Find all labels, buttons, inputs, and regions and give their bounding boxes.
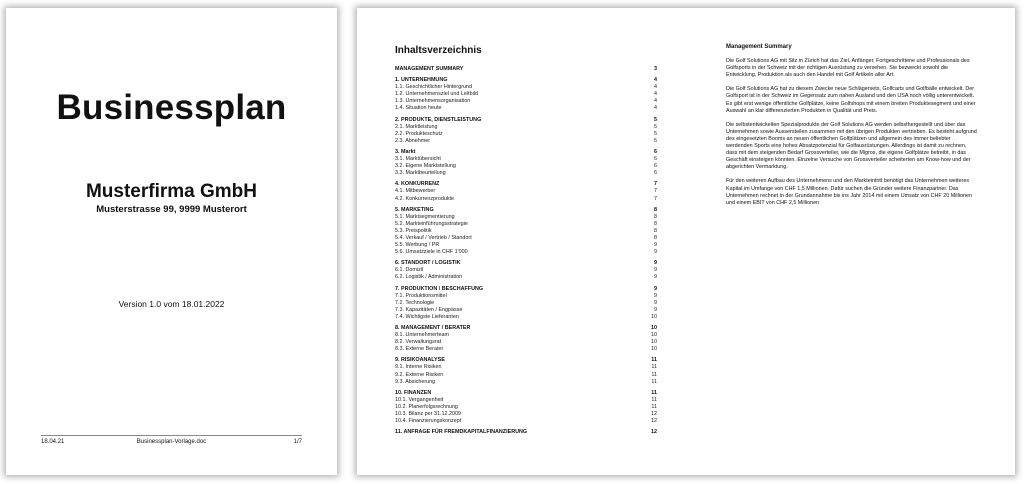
- toc-entry-page: 4: [654, 105, 657, 112]
- toc-entry-page: 8: [654, 234, 657, 241]
- toc-entry-label: 9.2. Externe Risiken: [395, 371, 444, 378]
- toc-entry: [395, 221, 657, 228]
- toc-entry-page: 11: [651, 357, 657, 364]
- toc-entry: [395, 170, 657, 177]
- toc-entry-page: 4: [654, 77, 657, 84]
- toc-entry-label: 10.3. Bilanz per 31.12.2009: [395, 411, 461, 418]
- toc-entry: [395, 196, 657, 203]
- toc-entry-page: 10: [651, 346, 657, 353]
- toc-entry: [395, 117, 657, 124]
- toc-entry: [395, 286, 657, 293]
- toc-entry-page: 9: [654, 306, 657, 313]
- toc-entry-page: 9: [654, 249, 657, 256]
- toc-entry: [395, 346, 657, 353]
- toc-entry: [395, 138, 657, 145]
- toc-entry-page: 12: [651, 411, 657, 418]
- toc-entry-label: 8.3. Externe Berater: [395, 346, 444, 353]
- toc-entry-label: 2.2. Produkteschutz: [395, 130, 443, 137]
- toc-entry-label: 3. Markt: [395, 148, 416, 155]
- toc-entry-label: 3.2. Eigene Marktstellung: [395, 163, 456, 170]
- company-address: Musterstrasse 99, 9999 Musterort: [96, 204, 247, 215]
- toc-entry-label: 7.1. Produktionsmittel: [395, 292, 447, 299]
- toc-entry-label: 6. STANDORT / LOGISTIK: [395, 260, 461, 267]
- toc-entry: [395, 307, 657, 314]
- toc-entry: [395, 390, 657, 397]
- toc-entry-label: 2.1. Marktleistung: [395, 123, 438, 130]
- toc-entry-page: 6: [654, 148, 657, 155]
- toc-entry-label: 5.2. Markteinführungsstrategie: [395, 220, 468, 227]
- toc-entry-page: 6: [654, 163, 657, 170]
- toc-entry-label: 1.3. Unternehmensorganisation: [395, 98, 471, 105]
- toc-entry-label: 1.4. Situation heute: [395, 105, 442, 112]
- toc-entry: [395, 149, 657, 156]
- toc-entry-label: 4.2. Konkurrenzprodukte: [395, 195, 455, 202]
- toc-entry-label: 5. MARKETING: [395, 206, 434, 213]
- toc-entry-page: 9: [654, 242, 657, 249]
- toc-entry-page: 6: [654, 170, 657, 177]
- toc-entry-label: 9.1. Interne Risiken: [395, 364, 442, 371]
- toc-entry-label: 8.2. Verwaltungsrat: [395, 339, 442, 346]
- content-spread: [357, 8, 1015, 475]
- toc-entry-page: 5: [654, 116, 657, 123]
- toc-entry-page: 8: [654, 220, 657, 227]
- toc-entry-page: 4: [654, 98, 657, 105]
- toc-entry: [395, 372, 657, 379]
- toc-entry-label: 4.1. Mitbewerber: [395, 188, 436, 195]
- toc-entry-page: 12: [651, 429, 657, 436]
- toc-entry-label: 3.1. Marktübersicht: [395, 156, 441, 163]
- footer-date: 18.04.21: [41, 439, 65, 445]
- toc-entry: [395, 379, 657, 386]
- toc-entry-label: 7.4. Wichtigste Lieferanten: [395, 313, 459, 320]
- summary-paragraph: Die Golf Solutions AG hat zu diesem Zwecke neue Schlägersets, Golfcarts und Golfbälle entwickelt. Der Golfsport ist in der Schweiz im Gegensatz zum nahen Ausland und den USA noch völlig unterentwickelt. Es gibt erst wenige öffentliche Golfplätze, keine Golfshops mit einem breiten Produktesegment und einer Auswahl an klar differenzierten Produkten in Qualität und Preis.: [726, 86, 976, 114]
- toc-entry: [395, 91, 657, 98]
- toc-entry-page: 10: [651, 325, 657, 331]
- company-name: Musterfirma GmbH: [85, 181, 258, 202]
- toc-entry: [395, 98, 657, 105]
- toc-entry: [395, 207, 657, 214]
- summary-paragraph: Die selbstentwickelten Spezialprodukte der Golf Solutions AG werden selbsthergestellt und über das Unternehmen sowie Aussersteilen zusammen mit den übrigen Produkten vertrieben. Es besteht aufgrund des eingesetzten Booms an neuen öffentlichen Golfplätzen und allgemein des immer beliebter werdenden Sports eine hohes Absatzpotenzial für Golfausrüstungen. Allerdings ist damit zu rechnen, dass mit dem steigenden Bedarf Grossverteiler, wie die Migros, die eigene Golfplätze betreibt, in das Geschäft einsteigen könnten. Einzelne Versuche von Grossverteiler scheiterten am Know-how und der abgerichten Vermarktung.: [726, 121, 977, 171]
- summary-heading: Management Summary: [726, 44, 792, 50]
- toc-entry: [395, 332, 657, 339]
- toc-entry-label: 8.1. Unternehmerteam: [395, 332, 449, 339]
- toc-entry: [395, 156, 657, 163]
- toc-entry-page: 10: [651, 313, 657, 320]
- toc-entry-page: 5: [654, 130, 657, 137]
- toc-entry-label: 10.2. Planerfolgsrechnung: [395, 403, 458, 410]
- footer-filename: Businessplan-Vorlage.doc: [136, 439, 207, 445]
- toc-entry-page: 5: [654, 123, 657, 130]
- toc-entry-page: 4: [654, 84, 657, 91]
- toc-entry-page: 10: [651, 339, 657, 346]
- toc-list: [395, 66, 657, 436]
- toc-entry: [395, 364, 657, 371]
- toc-entry-page: 10: [651, 332, 657, 339]
- toc-entry: [395, 77, 657, 84]
- toc-entry-page: 11: [651, 364, 657, 371]
- toc-entry-page: 11: [651, 371, 657, 378]
- version-line: Version 1.0 vom 18.01.2022: [118, 299, 225, 309]
- toc-entry-page: 4: [654, 91, 657, 98]
- page-footer: [41, 435, 302, 448]
- toc-entry-label: 5.6. Umsatzziele in CHF 1'000: [395, 249, 468, 256]
- toc-entry: [395, 131, 657, 138]
- toc-entry-page: 3: [654, 66, 657, 72]
- toc-entry: [395, 325, 657, 332]
- toc-entry-label: 4. KONKURRENZ: [395, 181, 440, 188]
- toc-entry-page: 12: [651, 418, 657, 425]
- cover-title: Businessplan: [56, 88, 287, 127]
- toc-entry: [395, 404, 657, 411]
- toc-entry: [395, 418, 657, 425]
- toc-entry-page: 9: [654, 267, 657, 274]
- summary-paragraph: Für den weiteren Aufbau des Unternehmens und den Markteintritt benötigt das Unternehmen weiteres Kapital im Umfange von CHF 1,5 Millionen. Dafür suchen die Gründer weitere Finanzpartner. Das Unternehmen rechnet in der Grundannahme bis ins Jahr 2014 mit einem Umsatz von CHF 20 Millionen und einem EBIT von CHF 2,5 Millionen: [726, 178, 972, 206]
- toc-entry-label: 7.3. Kapazitäten / Engpässe: [395, 306, 463, 313]
- toc-entry: [395, 163, 657, 170]
- toc-entry-label: 1.1. Geschichtlicher Hintergrund: [395, 84, 473, 91]
- toc-entry: [395, 124, 657, 131]
- toc-entry-page: 8: [654, 227, 657, 234]
- toc-entry: [395, 228, 657, 235]
- toc-entry-page: 11: [651, 396, 657, 403]
- toc-entry-page: 11: [651, 403, 657, 410]
- toc-entry-page: 9: [654, 274, 657, 281]
- toc-entry: [395, 66, 657, 73]
- toc-entry-label: 5.3. Preispolitik: [395, 227, 432, 234]
- toc-entry-label: 7.2. Technologie: [395, 299, 435, 306]
- toc-entry: [395, 267, 657, 274]
- toc-entry: [395, 314, 657, 321]
- cover-page: [6, 8, 337, 475]
- toc-entry-page: 9: [654, 299, 657, 306]
- toc-entry: [395, 274, 657, 281]
- toc-entry: [395, 188, 657, 195]
- toc-entry-page: 7: [654, 188, 657, 195]
- toc-entry-page: 9: [654, 292, 657, 299]
- toc-entry: [395, 249, 657, 256]
- toc-entry-label: 3.3. Marktbeurteilung: [395, 170, 446, 177]
- toc-entry: [395, 429, 657, 436]
- toc-entry-label: 10.4. Finanzierungskonzept: [395, 418, 462, 425]
- toc-entry-page: 11: [651, 378, 657, 385]
- toc-entry-label: 9.3. Absicherung: [395, 378, 436, 385]
- toc-entry-label: 7. PRODUKTION / BESCHAFFUNG: [395, 285, 484, 292]
- footer-page-number: 1/7: [293, 439, 302, 445]
- toc-entry-page: 11: [651, 389, 657, 396]
- toc-entry-label: 6.1. Domizil: [395, 267, 424, 274]
- toc-entry-label: 5.5. Werbung / PR: [395, 242, 440, 249]
- toc-entry-label: 6.2. Logistik / Administration: [395, 274, 463, 281]
- toc-entry-label: 8. MANAGEMENT / BERATER: [395, 325, 471, 331]
- toc-entry-label: 10.1. Vergangenheit: [395, 396, 444, 403]
- toc-entry: [395, 293, 657, 300]
- toc-entry-label: 2.3. Abnehmer: [395, 137, 431, 144]
- toc-entry: [395, 357, 657, 364]
- toc-entry-label: 11. ANFRAGE FÜR FREMDKAPITALFINANZIERUNG: [395, 429, 528, 436]
- toc-entry-label: MANAGEMENT SUMMARY: [395, 66, 464, 72]
- toc-entry-label: 5.1. Marktsegmentierung: [395, 213, 455, 220]
- toc-entry: [395, 260, 657, 267]
- toc-entry: [395, 300, 657, 307]
- toc-entry-label: 9. RISIKOANALYSE: [395, 357, 445, 364]
- toc-entry-label: 5.4. Verkauf / Vertrieb / Standort: [395, 234, 472, 241]
- toc-heading: Inhaltsverzeichnis: [395, 45, 482, 56]
- toc-entry-page: 9: [654, 285, 657, 292]
- toc-entry: [395, 411, 657, 418]
- toc-entry-page: 9: [654, 260, 657, 267]
- summary-paragraph: Die Golf Solutions AG mit Sitz in Zürich hat das Ziel, Anfänger, Fortgeschrittene und Professionals des Golfsports in der Schweiz mit der richtigen Ausrüstung zu versehen. Sie bezweckt sowohl die Entwicklung, Produktion als auch den Handel mit Golf Artikeln aller Art.: [726, 58, 970, 79]
- toc-entry: [395, 214, 657, 221]
- toc-entry-label: 10. FINANZEN: [395, 389, 432, 396]
- toc-entry: [395, 339, 657, 346]
- toc-entry: [395, 84, 657, 91]
- toc-entry-page: 6: [654, 156, 657, 163]
- toc-entry-label: 1. UNTERNEHMUNG: [395, 77, 448, 84]
- toc-entry: [395, 235, 657, 242]
- toc-entry-page: 5: [654, 137, 657, 144]
- toc-entry: [395, 242, 657, 249]
- toc-entry: [395, 105, 657, 112]
- toc-entry-page: 8: [654, 206, 657, 213]
- toc-entry-page: 8: [654, 213, 657, 220]
- toc-entry-label: 2. PRODUKTE, DIENSTLEISTUNG: [395, 116, 482, 123]
- toc-entry-page: 7: [654, 195, 657, 202]
- toc-entry: [395, 181, 657, 188]
- toc-entry-label: 1.2. Unternehmensziel und Leitbild: [395, 91, 479, 98]
- management-summary: [726, 44, 978, 214]
- toc-entry-page: 7: [654, 181, 657, 188]
- toc-entry: [395, 397, 657, 404]
